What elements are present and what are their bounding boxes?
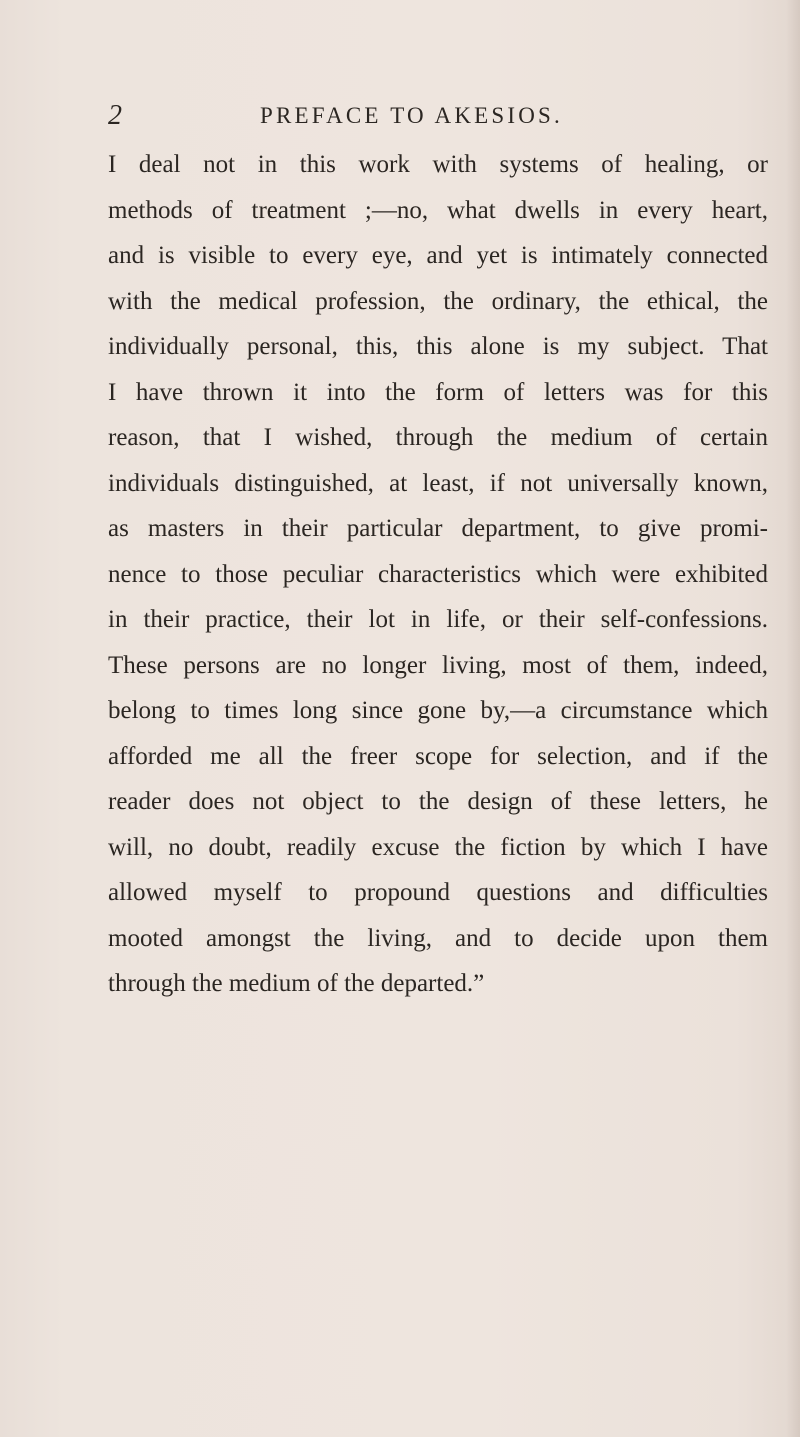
page-header xyxy=(108,96,768,136)
text-line-6: I have thrown it into the form of letters was for this xyxy=(108,378,768,406)
text-line-7: reason, that I wished, through the medium of certain xyxy=(108,424,768,451)
text-line-9: as masters in their particular department, to give promi- xyxy=(108,515,768,542)
text-line-16: will, no doubt, readily excuse the fiction by which I have xyxy=(108,833,768,861)
text-line-14: afforded me all the freer scope for selection, and if the xyxy=(108,742,768,770)
text-line-5: individually personal, this, this alone is my subject. That xyxy=(108,333,768,360)
text-line-17: allowed myself to propound questions and difficulties xyxy=(108,879,768,906)
text-line-1: I deal not in this work with systems of healing, or xyxy=(108,151,768,178)
text-line-19: through the medium of the departed.” xyxy=(108,970,485,997)
text-line-13: belong to times long since gone by,—a circumstance which xyxy=(108,697,768,724)
text-line-4: with the medical profession, the ordinary, the ethical, the xyxy=(108,287,768,315)
page-edge-shading xyxy=(786,0,800,1437)
text-line-18: mooted amongst the living, and to decide upon them xyxy=(108,924,768,952)
text-line-10: nence to those peculiar characteristics which were exhibited xyxy=(108,560,768,588)
body-text xyxy=(108,142,768,1007)
page-number: 2 xyxy=(108,100,122,131)
text-line-3: and is visible to every eye, and yet is intimately connected xyxy=(108,242,768,269)
text-line-15: reader does not object to the design of these letters, he xyxy=(108,788,768,815)
text-line-11: in their practice, their lot in life, or their self-confessions. xyxy=(108,606,768,633)
running-head: PREFACE TO AKESIOS. xyxy=(260,103,563,128)
text-line-2: methods of treatment ;—no, what dwells in every heart, xyxy=(108,196,768,224)
text-line-12: These persons are no longer living, most of them, indeed, xyxy=(108,651,768,679)
text-line-8: individuals distinguished, at least, if not universally known, xyxy=(108,469,768,497)
